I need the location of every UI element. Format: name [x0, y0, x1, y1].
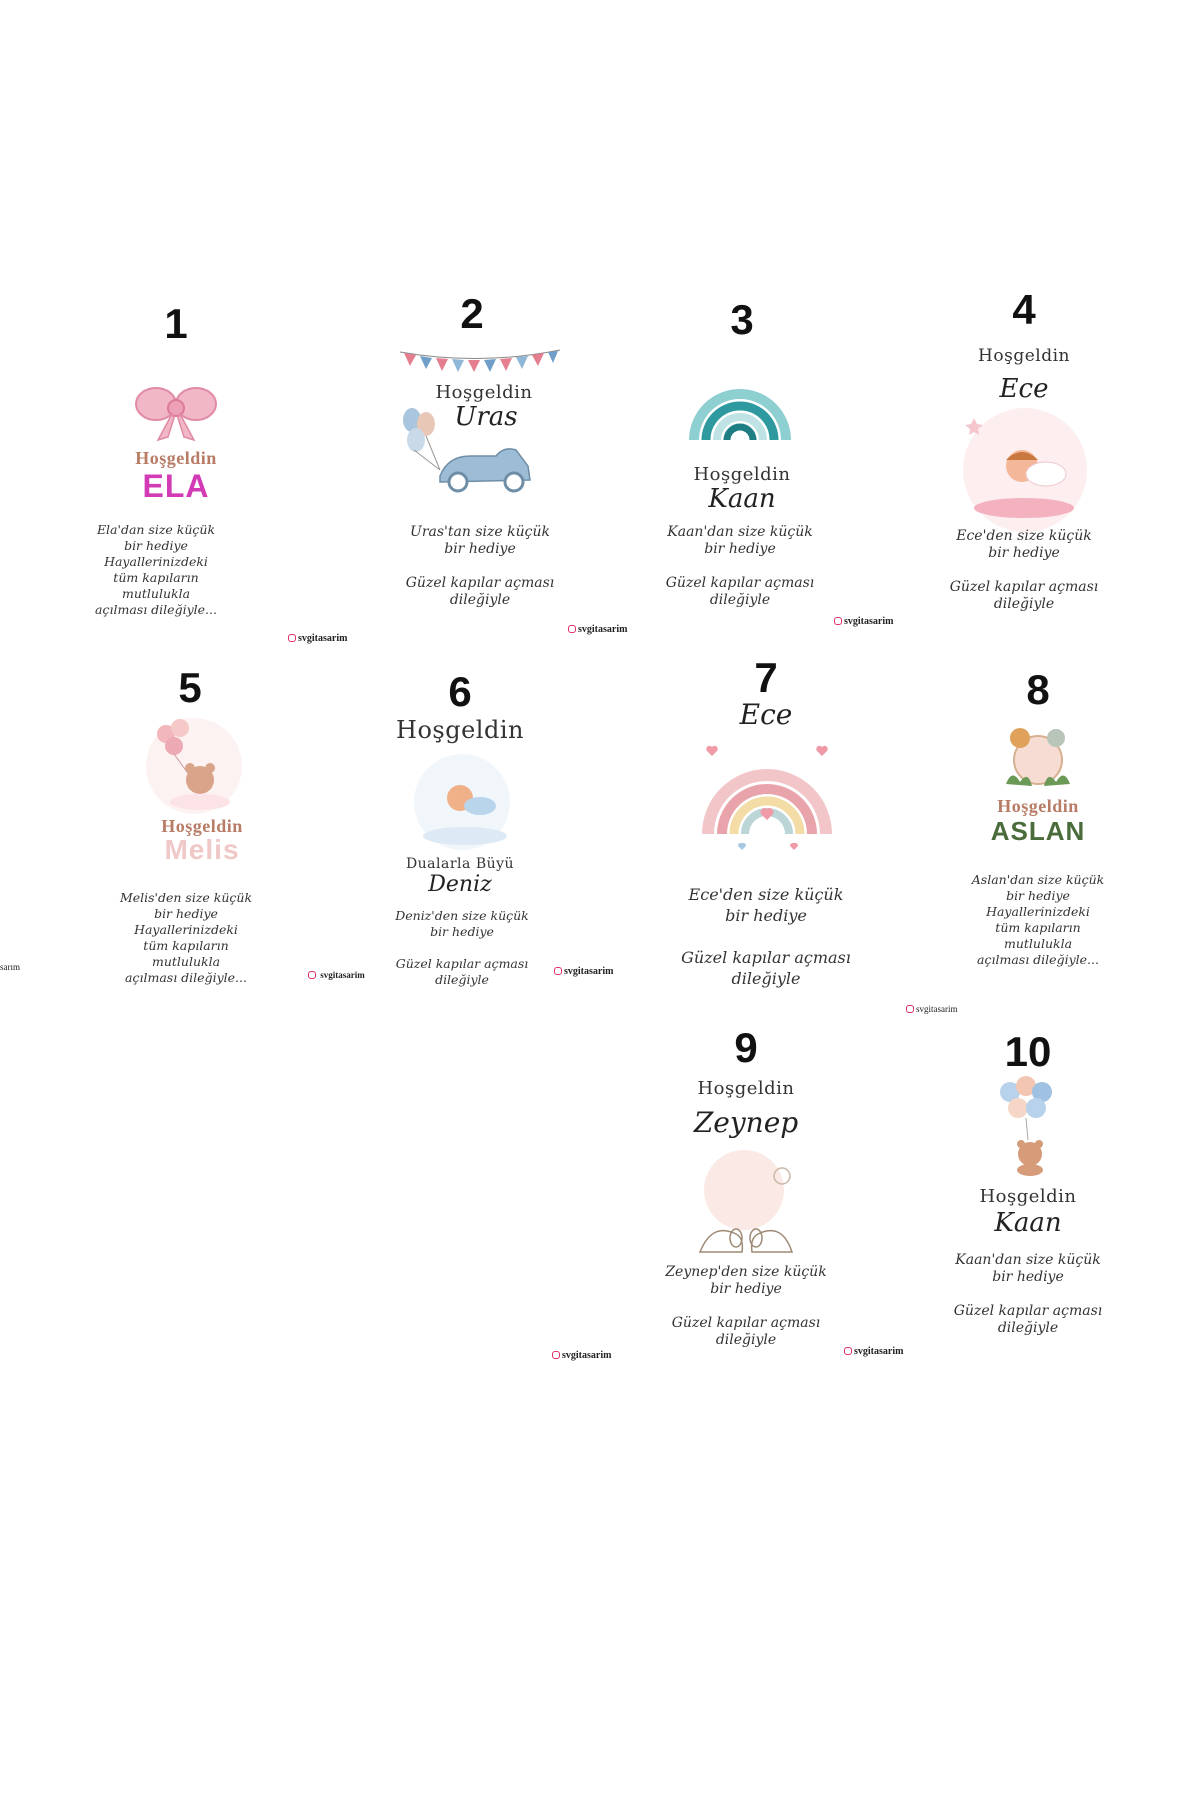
instagram-tag-cut: sarım: [0, 962, 20, 972]
welcome-text: Hoşgeldin: [978, 346, 1070, 366]
hands-holding-baby-feet-icon: [692, 1142, 802, 1262]
baby-name: Ece: [999, 374, 1049, 404]
instagram-icon: [834, 617, 842, 625]
instagram-icon: [554, 967, 562, 975]
welcome-text: Hoşgeldin: [693, 464, 791, 485]
instagram-tag: svgitasarim: [568, 624, 627, 635]
bunting-icon: [400, 348, 560, 378]
baby-on-pink-moon-icon: [950, 408, 1100, 538]
card-number: 6: [448, 668, 472, 715]
card-number: 10: [1004, 1028, 1052, 1075]
card-8: [928, 666, 1148, 996]
card-6: [350, 668, 570, 998]
welcome-text: Hoşgeldin: [697, 1078, 795, 1099]
instagram-tag: svgitasarim: [554, 966, 613, 977]
baby-name: Zeynep: [693, 1106, 799, 1139]
instagram-tag: svgitasarim: [906, 1004, 958, 1014]
welcome-text: Hoşgeldin: [135, 448, 217, 468]
welcome-text: Hoşgeldin: [161, 816, 243, 836]
card-2: [362, 290, 582, 640]
gift-message: Ela'dan size küçük bir hediye Hayallerinizdeki tüm kapıların mutlulukla açılması dileğiyle...: [95, 522, 217, 617]
pastel-rainbow-hearts-icon: [702, 742, 832, 852]
instagram-tag: svgitasarim: [308, 970, 365, 980]
instagram-icon: [288, 634, 296, 642]
gift-message: Ece'den size küçük bir hediye Güzel kapılar açması dileğiyle: [949, 528, 1099, 612]
card-number: 5: [178, 664, 202, 711]
baby-name: Kaan: [708, 484, 776, 514]
gift-message: Kaan'dan size küçük bir hediye Güzel kapılar açması dileğiyle: [665, 524, 815, 608]
balloons-car-icon: [400, 410, 540, 490]
card-number: 7: [754, 654, 778, 701]
card-number: 8: [1026, 666, 1050, 713]
gift-message: Uras'tan size küçük bir hediye Güzel kapılar açması dileğiyle: [405, 524, 555, 608]
welcome-text: Hoşgeldin: [435, 382, 533, 403]
card-3: [632, 296, 852, 636]
gift-message: Melis'den size küçük bir hediye Hayallerinizdeki tüm kapıların mutlulukla açılması dileğiyle...: [119, 890, 253, 985]
card-9: [636, 1024, 856, 1364]
gift-message: Aslan'dan size küçük bir hediye Hayallerinizdeki tüm kapıların mutlulukla açılması dileğiyle...: [971, 872, 1105, 967]
gift-message: Kaan'dan size küçük bir hediye Güzel kapılar açması dileğiyle: [953, 1252, 1103, 1336]
card-10: [918, 1028, 1138, 1358]
baby-name: Deniz: [428, 872, 492, 897]
instagram-tag: svgitasarim: [844, 1346, 903, 1357]
baby-name: Ece: [739, 698, 793, 731]
baby-name: Uras: [454, 402, 518, 432]
baby-name: Melis: [164, 834, 240, 865]
gift-message: Zeynep'den size küçük bir hediye Güzel kapılar açması dileğiyle: [665, 1264, 827, 1348]
welcome-text: Hoşgeldin: [997, 796, 1079, 816]
welcome-text: Hoşgeldin: [979, 1186, 1077, 1207]
baby-on-yellow-moon-icon: [410, 754, 520, 850]
welcome-text: Hoşgeldin: [396, 716, 524, 744]
instagram-tag: svgitasarim: [288, 633, 347, 644]
baby-name: Kaan: [994, 1208, 1062, 1238]
card-7: [656, 654, 876, 994]
baby-name: ELA: [142, 468, 210, 504]
instagram-icon: [568, 625, 576, 633]
instagram-tag: svgitasarim: [834, 616, 893, 627]
instagram-icon: [552, 1351, 560, 1359]
card-number: 1: [164, 300, 188, 347]
gift-message: Deniz'den size küçük bir hediye Güzel kapılar açması dileğiyle: [395, 908, 529, 987]
bear-with-blue-balloons-icon: [990, 1078, 1070, 1178]
teal-rainbow-icon: [690, 356, 790, 440]
instagram-icon: [308, 971, 316, 979]
baby-name: ASLAN: [990, 816, 1086, 846]
gift-message: Ece'den size küçük bir hediye Güzel kapılar açması dileğiyle: [681, 885, 851, 988]
subtitle-text: Dualarla Büyü: [405, 856, 515, 872]
safari-animals-frame-icon: [998, 724, 1078, 794]
card-number: 3: [730, 296, 754, 343]
card-1: [66, 300, 286, 640]
card-number: 4: [1012, 286, 1036, 333]
instagram-tag: svgitasarim: [552, 1350, 611, 1361]
card-4: [914, 286, 1134, 636]
pink-bow-icon: [136, 382, 216, 442]
card-number: 2: [460, 290, 484, 337]
instagram-icon: [906, 1005, 914, 1013]
instagram-icon: [844, 1347, 852, 1355]
bear-with-balloons-icon: [144, 718, 244, 814]
card-5: [80, 664, 300, 1004]
card-number: 9: [734, 1024, 758, 1071]
